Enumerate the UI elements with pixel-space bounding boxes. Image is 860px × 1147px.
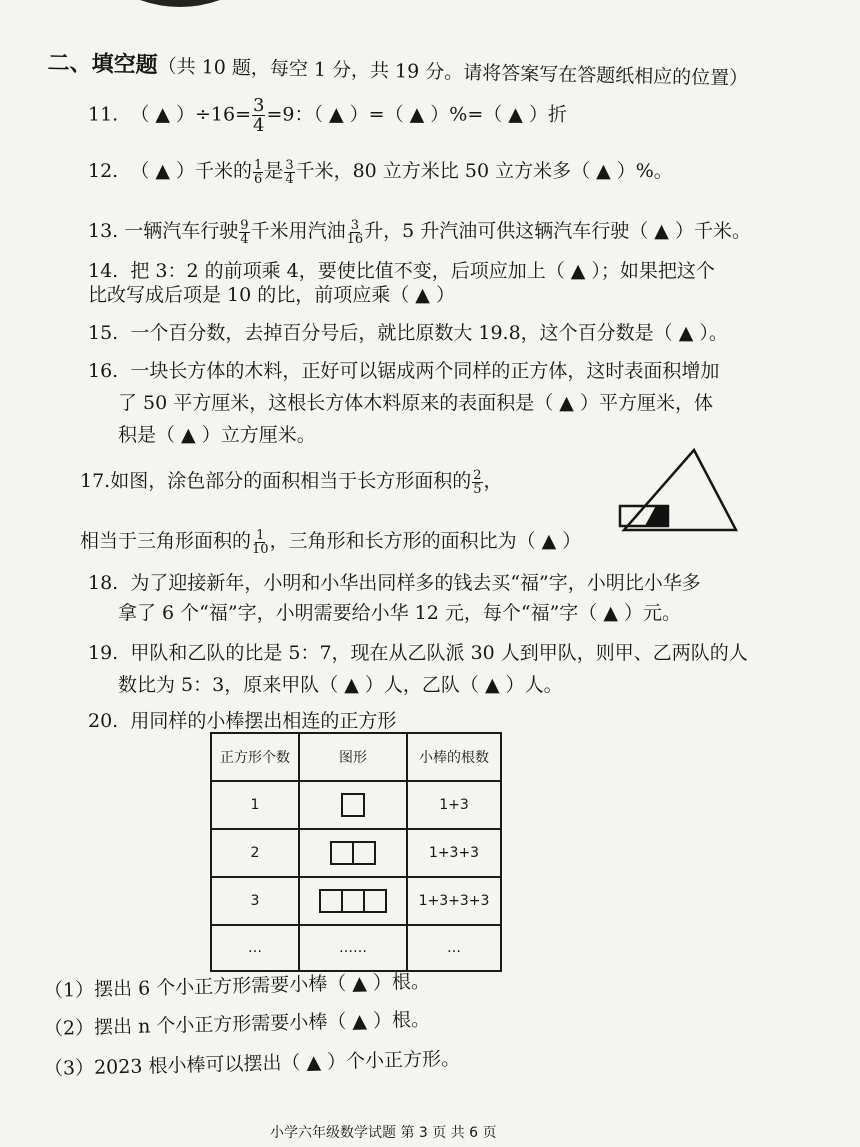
q11-part-b: =9：（ ▲ ）=（ ▲ ）%=（ ▲ ）折 — [266, 103, 567, 126]
q12-number: 12. — [88, 160, 119, 182]
q20-sub-1: （1）摆出 6 个小正方形需要小棒（ ▲ ）根。 — [43, 970, 431, 1002]
q20-text: 用同样的小棒摆出相连的正方形 — [130, 710, 397, 732]
q18-line-1: 为了迎接新年，小明和小华出同样多的钱去买“福”字，小明比小华多 — [130, 572, 701, 594]
q11-fraction-denominator: 4 — [253, 115, 265, 136]
section-title: 二、填空题 — [47, 49, 158, 79]
q15-text: 一个百分数，去掉百分号后，就比原数大 19.8，这个百分数是（ ▲ ）。 — [130, 322, 728, 344]
question-12 — [88, 156, 673, 186]
q13-fraction-2-numerator: 3 — [350, 217, 359, 233]
q20-sub-2: （2）摆出 n 个小正方形需要小棒（ ▲ ）根。 — [43, 1008, 431, 1040]
row-sticks: 1+3 — [407, 781, 501, 829]
row-sticks: … — [407, 925, 501, 971]
question-18 — [88, 568, 701, 598]
q19-number: 19. — [88, 642, 119, 664]
q13-fraction-2-denominator: 16 — [346, 231, 364, 247]
q17-comma: ， — [483, 470, 503, 492]
q14-line-1: 把 3：2 的前项乘 4，要使比值不变，后项应加上（ ▲ ）；如果把这个 — [130, 260, 715, 282]
q17-fraction-1-numerator: 2 — [473, 467, 482, 483]
square-figure — [341, 793, 365, 817]
question-11 — [88, 96, 567, 135]
row-figure — [299, 877, 407, 925]
row-figure — [299, 781, 407, 829]
q17-fraction-2-denominator: 10 — [252, 541, 269, 557]
q16-line-2: 了 50 平方厘米，这根长方体木料原来的表面积是（ ▲ ）平方厘米，体 — [118, 392, 713, 414]
table-header-row — [211, 733, 501, 781]
q11-part-a: （ ▲ ）÷16= — [130, 103, 252, 126]
row-count: 2 — [211, 829, 299, 877]
q12-fraction-2-numerator: 3 — [285, 157, 294, 173]
row-figure: …… — [299, 925, 407, 971]
table-row — [211, 877, 501, 925]
question-17 — [80, 466, 503, 496]
question-15 — [88, 318, 728, 348]
q13-part-a: 一辆汽车行驶 — [124, 220, 239, 242]
q12-fraction-1-denominator: 6 — [254, 171, 263, 187]
q12-fraction-2-denominator: 4 — [285, 171, 294, 187]
q13-part-b: 千米用汽油 — [250, 220, 346, 242]
q18-number: 18. — [88, 572, 119, 594]
row-sticks: 1+3+3+3 — [407, 877, 501, 925]
section-header — [47, 46, 748, 92]
q12-fraction-2 — [284, 159, 294, 186]
q12-part-b: 是 — [264, 160, 284, 182]
section-note: （共 10 题，每空 1 分，共 19 分。请将答案写在答题纸相应的位置） — [157, 55, 749, 90]
q14-number: 14. — [88, 260, 119, 282]
row-count: 1 — [211, 781, 299, 829]
q13-fraction-2 — [347, 219, 364, 246]
table-row — [211, 925, 501, 971]
q17-part-b: 相当于三角形面积的 — [80, 530, 252, 552]
q17-shaded-region — [645, 506, 668, 526]
q13-number: 13. — [88, 220, 119, 242]
question-13 — [88, 216, 751, 246]
q17-fraction-1 — [472, 469, 482, 496]
row-count: … — [211, 925, 299, 971]
q16-line-3: 积是（ ▲ ）立方厘米。 — [118, 424, 316, 446]
q17-triangle — [624, 450, 736, 530]
page-top-mark — [130, 0, 230, 14]
q16-number: 16. — [88, 360, 119, 382]
q19-line-1: 甲队和乙队的比是 5：7，现在从乙队派 30 人到甲队，则甲、乙两队的人 — [130, 642, 748, 664]
square-figure — [330, 841, 354, 865]
q12-part-c: 千米，80 立方米比 50 立方米多（ ▲ ）%。 — [295, 160, 673, 182]
square-figure — [352, 841, 376, 865]
q13-part-c: 升，5 升汽油可供这辆汽车行驶（ ▲ ）千米。 — [364, 220, 751, 242]
q12-fraction-1 — [253, 159, 263, 186]
q17-fraction-2-numerator: 1 — [256, 527, 265, 543]
q18-line-2: 拿了 6 个“福”字，小明需要给小华 12 元，每个“福”字（ ▲ ）元。 — [118, 602, 681, 624]
q17-fraction-1-denominator: 5 — [473, 481, 482, 497]
q14-line-2: 比改写成后项是 10 的比，前项应乘（ ▲ ） — [88, 284, 455, 306]
table-header-figure: 图形 — [299, 733, 407, 781]
q13-fraction-1-numerator: 9 — [240, 217, 249, 233]
q20-sub-3: （3）2023 根小棒可以摆出（ ▲ ）个小正方形。 — [43, 1047, 461, 1080]
table-header-count: 正方形个数 — [211, 733, 299, 781]
table-row — [211, 781, 501, 829]
q16-line-1: 一块长方体的木料，正好可以锯成两个同样的正方体，这时表面积增加 — [130, 360, 720, 382]
q17-line-2 — [80, 526, 581, 556]
row-sticks: 1+3+3 — [407, 829, 501, 877]
question-16 — [88, 356, 719, 386]
q12-fraction-1-numerator: 1 — [254, 157, 263, 173]
q15-number: 15. — [88, 322, 119, 344]
square-figure — [319, 889, 343, 913]
page-footer: 小学六年级数学试题 第 3 页 共 6 页 — [270, 1125, 497, 1141]
square-figure — [363, 889, 387, 913]
q17-fraction-2 — [252, 529, 269, 556]
q17-part-a: 17.如图，涂色部分的面积相当于长方形面积的 — [80, 470, 472, 492]
q13-fraction-1-denominator: 4 — [240, 231, 249, 247]
q19-line-2: 数比为 5：3，原来甲队（ ▲ ）人，乙队（ ▲ ）人。 — [118, 674, 563, 696]
q11-fraction-numerator: 3 — [253, 95, 265, 116]
q11-fraction — [252, 96, 265, 135]
q17-part-c: ，三角形和长方形的面积比为（ ▲ ） — [269, 530, 582, 552]
question-19 — [88, 638, 748, 668]
table-row — [211, 829, 501, 877]
q17-figure — [616, 444, 746, 536]
q11-number: 11. — [88, 103, 119, 126]
row-count: 3 — [211, 877, 299, 925]
q13-fraction-1 — [239, 219, 249, 246]
q20-table — [210, 732, 502, 972]
q20-number: 20. — [88, 710, 119, 732]
row-figure — [299, 829, 407, 877]
square-figure — [341, 889, 365, 913]
table-header-sticks: 小棒的根数 — [407, 733, 501, 781]
q12-part-a: （ ▲ ）千米的 — [130, 160, 253, 182]
